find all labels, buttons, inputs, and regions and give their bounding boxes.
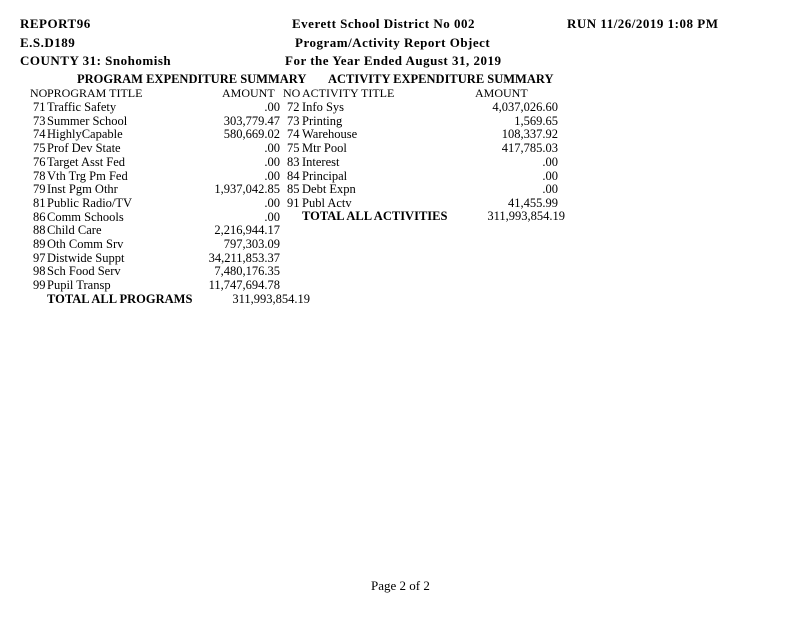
program_summary-row-no: 98 [33,264,46,279]
program-col-amount: AMOUNT [222,86,275,100]
report-title: Program/Activity Report Object [295,35,491,50]
activity-summary-title: ACTIVITY EXPENDITURE SUMMARY [328,72,554,86]
county-label: COUNTY 31: Snohomish [20,53,172,68]
activity_summary-row-no: 74 [287,127,300,142]
program_summary-row-no: 86 [33,209,46,224]
program_summary-row-amount: 34,211,853.37 [208,250,280,265]
activity_summary-row-amount: 108,337.92 [501,127,558,142]
program_summary-row-title: Prof Dev State [47,141,121,156]
program-summary-title: PROGRAM EXPENDITURE SUMMARY [77,72,307,86]
program_summary-row-amount: 303,779.47 [223,113,280,128]
program_summary-row-no: 88 [33,223,46,238]
activity_summary-row-no: 91 [287,195,300,210]
program_summary-row-no: 99 [33,278,46,293]
run-timestamp: RUN 11/26/2019 1:08 PM [567,16,719,31]
program_summary-row-amount: .00 [264,195,280,210]
program_summary-row-amount: .00 [264,154,280,169]
activity_summary-row-title: Mtr Pool [302,141,347,156]
program-col-title: PROGRAM TITLE [47,86,143,100]
activity_summary-row-amount: 1,569.65 [514,113,558,128]
activity_summary-row-amount: 41,455.99 [508,195,558,210]
page-number: Page 2 of 2 [371,578,430,593]
program_summary-row-title: Public Radio/TV [47,195,133,210]
esd-code: E.S.D189 [20,35,76,50]
activity_summary-row-amount: 417,785.03 [501,141,558,156]
program_summary-row-title: Oth Comm Srv [47,237,124,251]
program_summary-row-no: 73 [33,113,46,128]
program_summary-row-title: Target Asst Fed [47,154,126,169]
program_summary-row-amount: .00 [264,209,280,224]
fiscal-period: For the Year Ended August 31, 2019 [285,53,502,68]
program_summary-row-title: Comm Schools [47,209,124,224]
program_summary-row-title: Distwide Suppt [47,250,125,265]
district-name: Everett School District No 002 [292,16,476,31]
program_summary-row-title: Inst Pgm Othr [47,182,118,197]
program_summary-row-title: Pupil Transp [47,278,111,293]
activity-col-amount: AMOUNT [475,86,528,100]
program_summary-row-no: 79 [33,182,46,197]
activity_summary-row-no: 73 [287,113,300,128]
program_summary-row-title: HighlyCapable [47,127,123,142]
activity_summary-row-amount: 4,037,026.60 [492,100,558,114]
activity-col-title: ACTIVITY TITLE [302,86,395,100]
program-total-amount: 311,993,854.19 [232,292,310,306]
activity_summary-row-title: Debt Expn [302,182,356,197]
activity_summary-row-title: Interest [302,154,340,169]
activity-total-amount: 311,993,854.19 [487,209,565,223]
program_summary-row-no: 89 [33,237,46,251]
activity_summary-row-title: Printing [302,113,343,128]
program_summary-row-amount: .00 [264,168,280,183]
activity_summary-row-no: 75 [287,141,300,156]
program_summary-row-no: 75 [33,141,46,156]
program_summary-row-title: Summer School [47,113,128,128]
program_summary-row-title: Sch Food Serv [47,264,121,279]
activity_summary-row-title: Principal [302,168,348,183]
program_summary-row-amount: 2,216,944.17 [214,223,280,238]
report-id: REPORT96 [20,16,91,31]
program_summary-row-no: 78 [33,168,46,183]
program_summary-row-no: 97 [33,250,46,265]
program_summary-row-amount: 11,747,694.78 [208,278,280,293]
activity_summary-row-amount: .00 [542,182,558,197]
activity_summary-row-no: 72 [287,100,300,114]
activity-total-label: TOTAL ALL ACTIVITIES [302,209,448,223]
program_summary-row-amount: 7,480,176.35 [214,264,280,279]
activity_summary-row-title: Warehouse [302,127,358,142]
program_summary-row-no: 74 [33,127,46,142]
program_summary-row-no: 71 [33,100,46,114]
activity_summary-row-no: 85 [287,182,300,197]
program_summary-row-amount: 580,669.02 [223,127,280,142]
activity_summary-row-amount: .00 [542,168,558,183]
program_summary-row-no: 76 [33,154,46,169]
activity_summary-row-title: Publ Actv [302,195,352,210]
program_summary-row-title: Child Care [47,223,102,238]
program-col-no: NO [30,86,48,100]
program_summary-row-title: Traffic Safety [47,100,117,114]
program_summary-row-amount: 797,303.09 [223,237,280,251]
activity_summary-row-no: 84 [287,168,300,183]
activity_summary-row-amount: .00 [542,154,558,169]
program_summary-row-amount: 1,937,042.85 [214,182,280,197]
program_summary-row-no: 81 [33,195,46,210]
activity-col-no: NO [283,86,301,100]
program_summary-row-amount: .00 [264,100,280,114]
activity_summary-row-title: Info Sys [302,100,345,114]
program_summary-row-amount: .00 [264,141,280,156]
activity_summary-row-no: 83 [287,154,300,169]
program-total-label: TOTAL ALL PROGRAMS [47,292,193,306]
program_summary-row-title: Vth Trg Pm Fed [47,168,128,183]
